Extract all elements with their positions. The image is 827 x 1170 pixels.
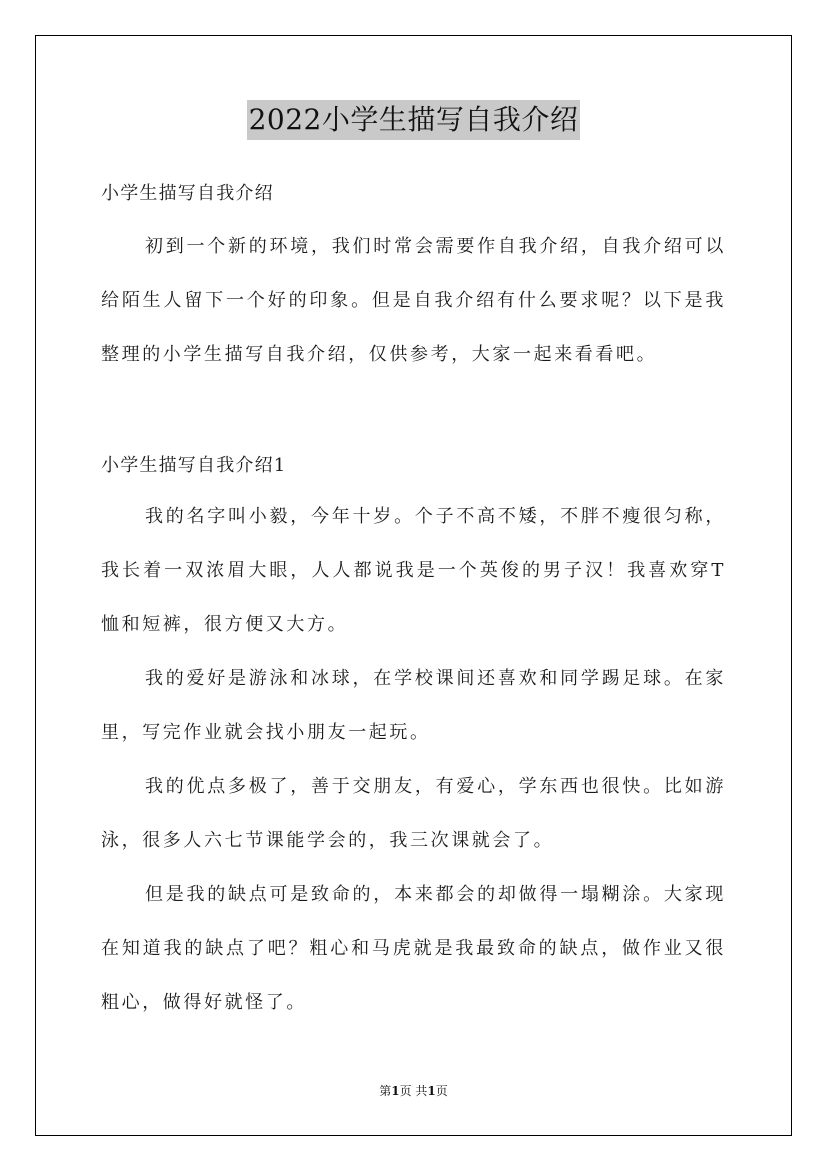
body-paragraph: 但是我的缺点可是致命的，本来都会的却做得一塌糊涂。大家现在知道我的缺点了吧？粗心和马虎就是我最致命的缺点，做作业又很粗心，做得好就怪了。 (101, 884, 726, 1013)
intro-heading: 小学生描写自我介绍 (101, 183, 274, 204)
footer-total-pages: 1 (427, 1084, 436, 1098)
footer-page-number: 1 (391, 1084, 400, 1098)
section-heading: 小学生描写自我介绍1 (101, 455, 287, 476)
intro-paragraph: 初到一个新的环境，我们时常会需要作自我介绍，自我介绍可以给陌生人留下一个好的印象。但是自我介绍有什么要求呢？以下是我整理的小学生描写自我介绍，仅供参考，大家一起来看看吧。 (101, 236, 726, 365)
footer-page-mid: 页 共 (399, 1084, 428, 1098)
footer-page-prefix: 第 (379, 1084, 392, 1098)
page-footer (0, 1083, 827, 1099)
body-paragraph: 我的优点多极了，善于交朋友，有爱心，学东西也很快。比如游泳，很多人六七节课能学会的，我三次课就会了。 (101, 776, 726, 851)
footer-page-suffix: 页 (435, 1084, 448, 1098)
document-title: 2022小学生描写自我介绍 (247, 100, 581, 140)
body-paragraph: 我的名字叫小毅，今年十岁。个子不高不矮，不胖不瘦很匀称，我长着一双浓眉大眼，人人都说我是一个英俊的男子汉！我喜欢穿T恤和短裤，很方便又大方。 (101, 506, 726, 635)
title-container (0, 100, 827, 140)
body-paragraph: 我的爱好是游泳和冰球，在学校课间还喜欢和同学踢足球。在家里，写完作业就会找小朋友一起玩。 (101, 668, 726, 743)
